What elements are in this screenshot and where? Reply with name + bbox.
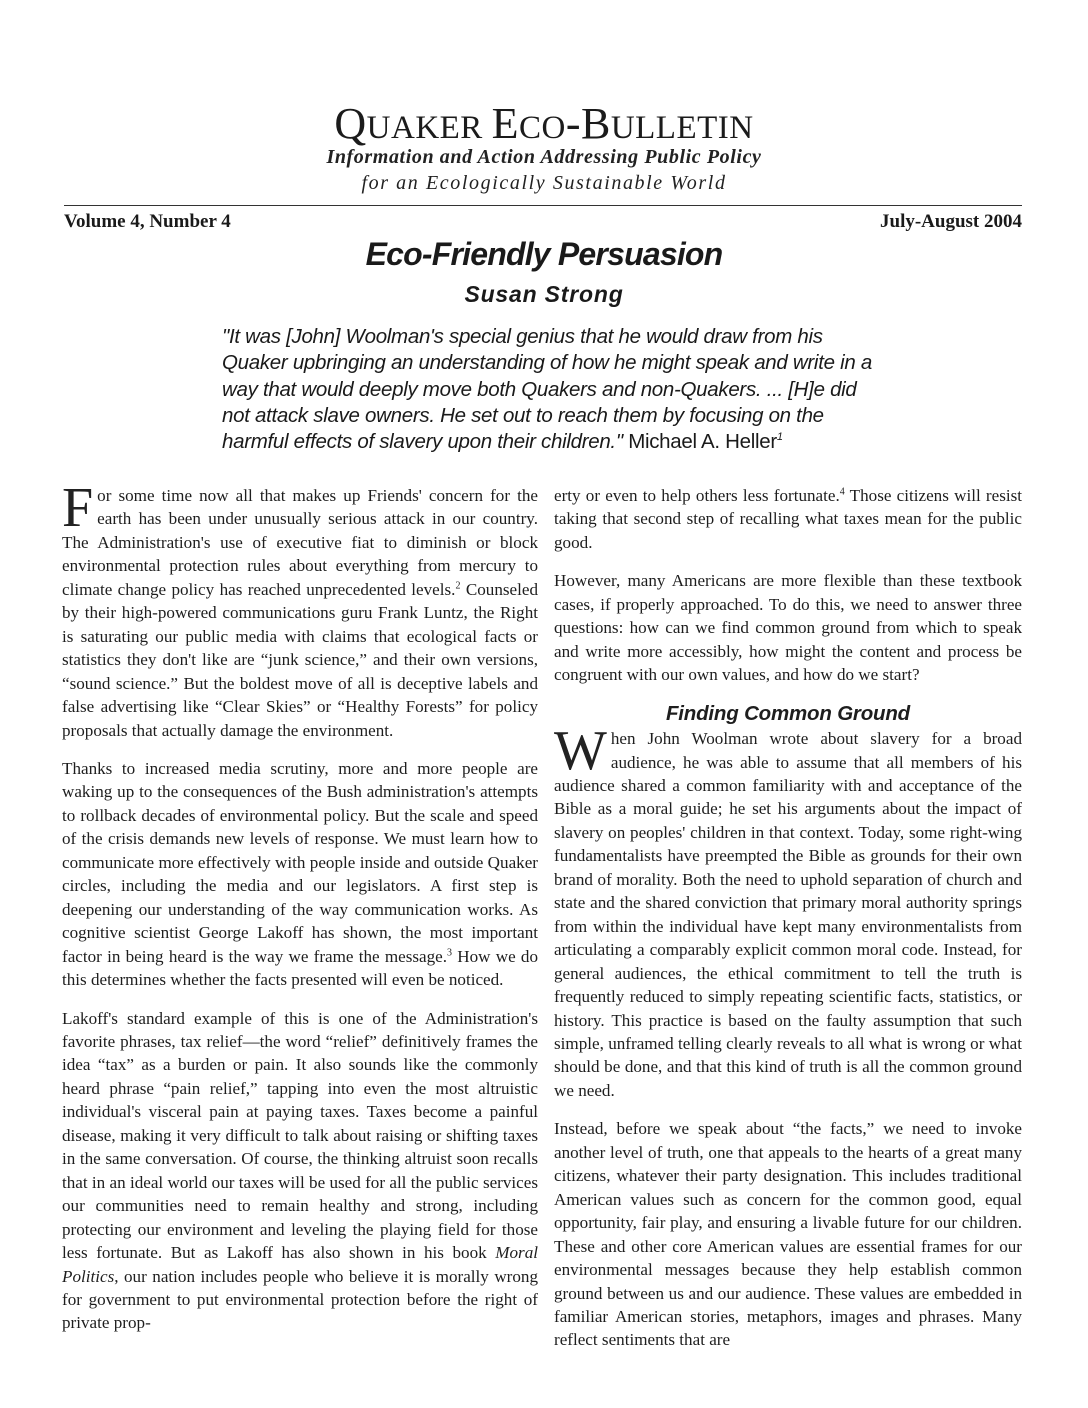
epigraph-footnote-ref: 1: [776, 431, 783, 444]
drop-cap-w: W: [554, 720, 607, 783]
epigraph-attribution: Michael A. Heller: [622, 430, 777, 454]
title-e: E: [491, 99, 519, 148]
epigraph-quote: "It was [John] Woolman's special genius that he would draw from his Quaker upbringing an understanding of how he might speak and write in a way that would deeply move both Quakers and non-Quakers. ... [H]e did not attack slave owners. He set out to reach them by focusing on the harmful effects of slavery upon their children.": [222, 325, 872, 454]
right-column: [554, 484, 1022, 1367]
title-dash-b: -B: [565, 99, 611, 148]
title-ulletin: ULLETIN: [610, 110, 754, 146]
tagline-line-1: Information and Action Addressing Public Policy: [326, 146, 762, 168]
masthead-title: [0, 98, 1088, 149]
right-p3-text: hen John Woolman wrote about slavery for a broad audience, he was able to assume that all members of his audience shared a common familiarity with and acceptance of the Bible as a moral guide; he set his arguments about the impact of slavery on peoples' children in that context. Today, some right-wing fundamentalists have preempted the Bible as grounds for their own brand of morality. Both the need to uphold separation of church and state and the shared conviction that primary moral authority springs from within the individual have kept many environmentalists from articulating a comparably explicit common moral code. Instead, for general audiences, the ethical commitment to tell the truth is frequently reduced to simply repeating scientific facts, statistics, or history. This practice is based on the faulty assumption that such simple, unframed telling clearly reveals to all what is wrong or what should be done, and that this kind of truth is all the common ground we need.: [554, 729, 1022, 1100]
left-p1-text-a: or some time now all that makes up Friends' concern for the earth has been under unusually serious attack in our country. The Administration's use of executive fiat to diminish or block environmental protection rules about everything from mercury to climate change policy has reached unprecedented levels.: [62, 486, 538, 599]
volume-number: Volume 4, Number 4: [64, 211, 231, 232]
left-p3-text-b: , our nation includes people who believe it is morally wrong for government to put environmental protection before the right of private prop-: [62, 1266, 538, 1333]
footnote-ref-3: 3: [447, 946, 453, 958]
left-p2-text-a: Thanks to increased media scrutiny, more and more people are waking up to the consequences of the Bush administration's attempts to rollback decades of environmental policy. But the scale and speed of the crisis demands new levels of response. We must learn how to communicate more effectively with people inside and outside Quaker circles, including the media and our legislators. A first step is deepening our understanding of the way communication works. As cognitive scientist George Lakoff has shown, the most important factor in being heard is the way we frame the message.: [62, 758, 538, 966]
section-heading: Finding Common Ground: [665, 701, 911, 725]
left-p2-text-b: How we do this determines whether the facts presented will even be noticed.: [62, 946, 538, 990]
title-uaker: UAKER: [366, 110, 483, 146]
right-p1-text-a: erty or even to help others less fortunate.: [554, 486, 840, 505]
epigraph: [222, 324, 882, 455]
masthead-divider: [64, 205, 1022, 206]
left-p3-text-a: Lakoff's standard example of this is one of the Administration's favorite phrases, tax relief—the word “relief” definitively frames the idea “tax” as a burden or pain. It also sounds like the commonly heard phrase “pain relief,” tapping into even the most altruistic individual's visceral pain at paying taxes. Taxes become a painful disease, making it very difficult to talk about raising or shifting taxes in the same conversation. Of course, the thinking altruist soon recalls that in an ideal world our taxes will be used for all the public services our communities need to remain healthy and strong, including protecting our environment and leveling the playing field for those less fortunate. But as Lakoff has also shown in his book: [62, 1008, 538, 1263]
title-co: CO: [518, 110, 566, 146]
article-title: Eco-Friendly Persuasion: [365, 236, 723, 272]
article-byline: Susan Strong: [464, 281, 624, 307]
left-column: [62, 477, 538, 1350]
right-paragraph-1: [554, 484, 1022, 554]
left-p1-text-b: Counseled by their high-powered communications guru Frank Luntz, the Right is saturating our public media with claims that ecological facts or statistics they don't like are “junk science,” and their own versions, “sound science.” But the boldest move of all is deceptive labels and false advertising like “Clear Skies” or “Healthy Forests” for policy proposals that actually damage the environment.: [62, 579, 538, 740]
footnote-ref-4: 4: [839, 486, 845, 498]
left-paragraph-2: [62, 757, 538, 992]
right-paragraph-4: Instead, before we speak about “the facts,” we need to invoke another level of truth, one that appeals to the hearts of a great many citizens, whatever their party designation. This includes traditional American values such as concern for the common good, equal opportunity, fair play, and ensuring a livable future for our children. These and other core American values are essential frames for our environmental messages because they help establish common ground between us and our audience. These values are embedded in familiar American stories, metaphors, images and phrases. Many reflect sentiments that are: [554, 1119, 1022, 1350]
book-title-moral-politics: Moral Politics: [62, 1243, 538, 1286]
right-paragraph-3: [554, 720, 1022, 1102]
left-paragraph-1: [62, 477, 538, 742]
right-p1-text-b: Those citizens will resist taking that second step of recalling what taxes mean for the public good.: [554, 486, 1023, 552]
title-q: Q: [334, 99, 367, 148]
drop-cap-f: F: [62, 477, 94, 539]
left-paragraph-3: [62, 1007, 538, 1335]
issue-date: July-August 2004: [880, 211, 1022, 232]
right-paragraph-2: However, many Americans are more flexible than these textbook cases, if properly approached. To do this, we need to answer three questions: how can we find common ground from which to speak and write more accessibly, how might the content and process be congruent with our own values, and how do we start?: [554, 571, 1022, 685]
footnote-ref-2: 2: [455, 580, 461, 592]
tagline-line-2: for an Ecologically Sustainable World: [361, 172, 727, 194]
